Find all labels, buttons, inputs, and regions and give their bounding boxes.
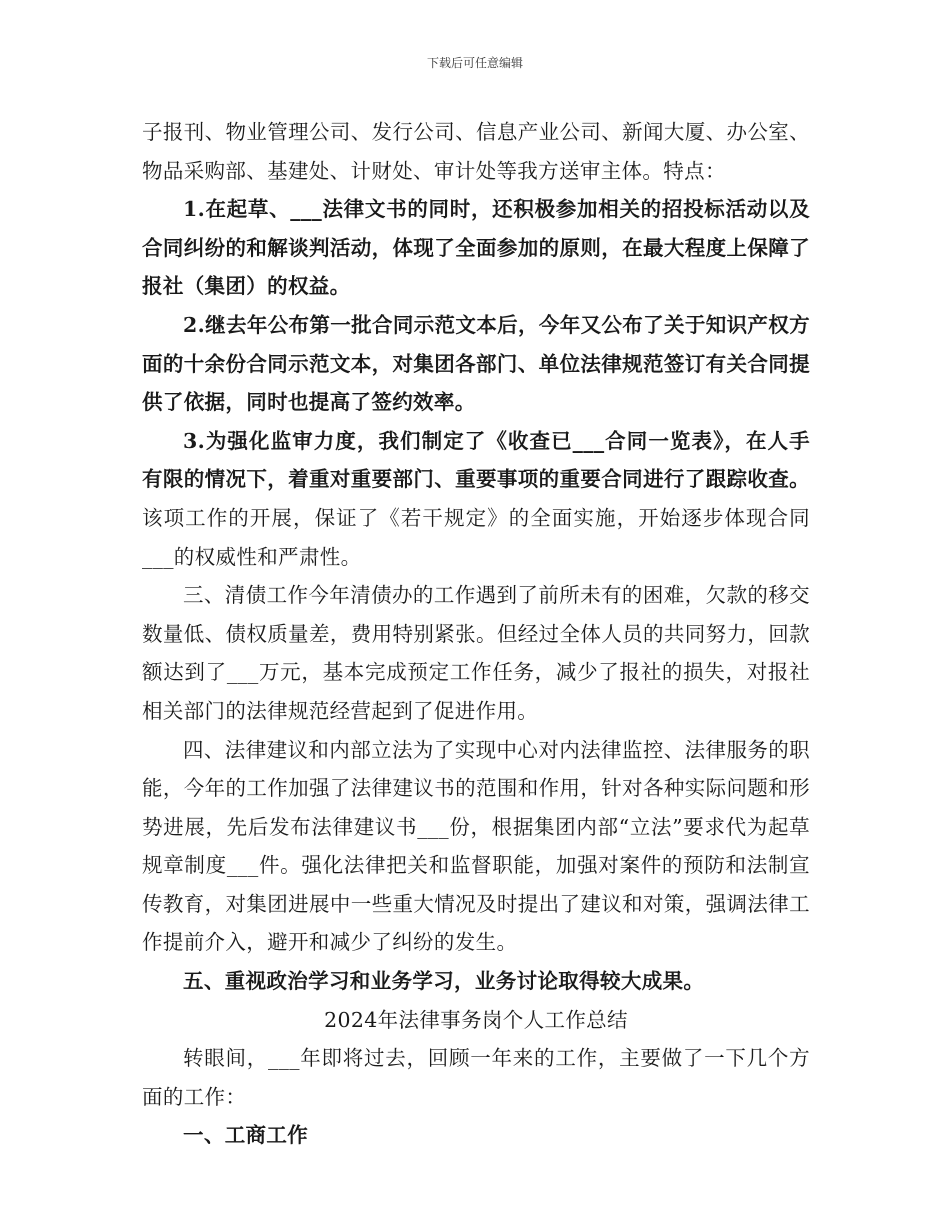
- paragraph-feature-2: 2.继去年公布第一批合同示范文本后，今年又公布了关于知识产权方面的十余份合同示范文本，对集团各部门、单位法律规范签订有关合同提供了依据，同时也提高了签约效率。: [142, 312, 810, 415]
- section-title: 2024年法律事务岗个人工作总结: [324, 1007, 628, 1032]
- feature-3-normal-text: 该项工作的开展，保证了《若干规定》的全面实施，开始逐步体现合同___的权威性和严肃性。: [142, 505, 810, 569]
- heading-business-work: 一、工商工作: [183, 1123, 309, 1148]
- page-header: 下载后可任意编辑: [426, 56, 523, 70]
- paragraph-study: 五、重视政治学习和业务学习，业务讨论取得较大成果。: [183, 969, 705, 994]
- paragraph-legal-advice: 四、法律建议和内部立法为了实现中心对内法律监控、法律服务的职能，今年的工作加强了法律建议书的范围和作用，针对各种实际问题和形势进展，先后发布法律建议书___份，根据集团内部“立法”要求代为起草规章制度___件。强化法律把关和监督职能，加强对案件的预防和法制宣传教育，对集团进展中一些重大情况及时提出了建议和对策，强调法律工作提前介入，避开和减少了纠纷的发生。: [142, 737, 810, 955]
- paragraph-debt-clearing: 三、清债工作今年清债办的工作遇到了前所未有的困难，欠款的移交数量低、债权质量差，费用特别紧张。但经过全体人员的共同努力，回款额达到了___万元，基本完成预定工作任务，减少了报社的损失，对报社相关部门的法律规范经营起到了促进作用。: [142, 583, 810, 723]
- paragraph-feature-3: [142, 422, 810, 576]
- document-body: [142, 113, 810, 1155]
- paragraph-intro: 转眼间，___年即将过去，回顾一年来的工作，主要做了一下几个方面的工作：: [142, 1046, 810, 1109]
- paragraph-feature-1: 1.在起草、___法律文书的同时，还积极参加相关的招投标活动以及合同纠纷的和解谈判活动，体现了全面参加的原则，在最大程度上保障了报社（集团）的权益。: [142, 197, 810, 299]
- feature-3-bold-text: 3.为强化监审力度，我们制定了《收查已___合同一览表》，在人手有限的情况下，着重对重要部门、重要事项的重要合同进行了跟踪收查。: [142, 428, 810, 492]
- paragraph-send-review-subjects: 子报刊、物业管理公司、发行公司、信息产业公司、新闻大厦、办公室、物品采购部、基建处、计财处、审计处等我方送审主体。特点：: [142, 120, 810, 183]
